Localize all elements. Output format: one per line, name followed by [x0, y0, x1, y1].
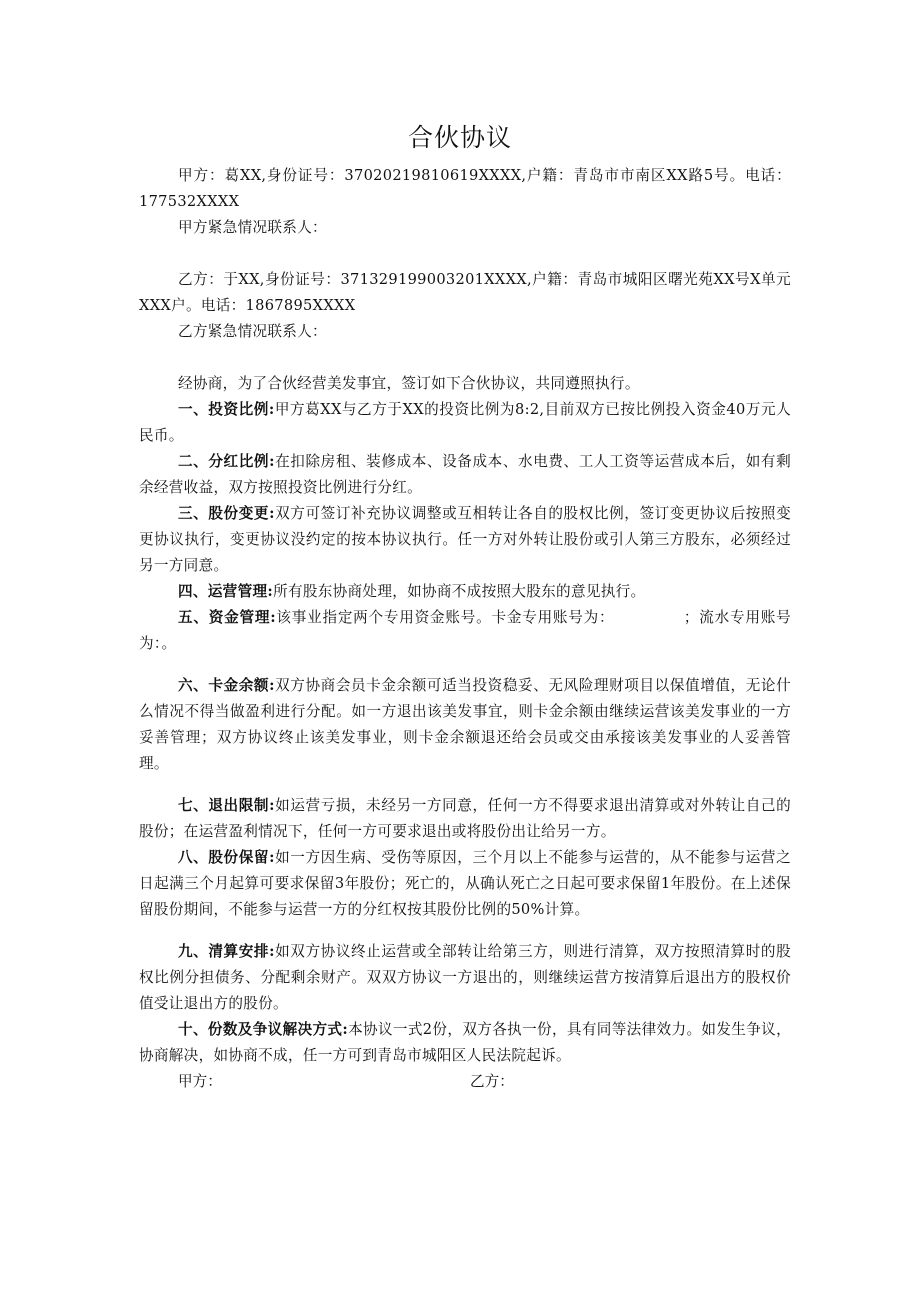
clause-heading: 六、卡金余额:	[178, 677, 275, 694]
clause-heading: 九、清算安排:	[178, 943, 275, 960]
document-title: 合伙协议	[407, 123, 512, 152]
clause-heading: 八、股份保留:	[178, 849, 275, 866]
clause-text: 该事业指定两个专用资金账号。卡金专用账号为： ；流水专用账号为：。	[139, 609, 791, 652]
spacer	[139, 777, 791, 793]
clause-exit-restriction	[139, 793, 791, 845]
clause-dividend-ratio	[139, 449, 791, 501]
document-body	[139, 163, 791, 1095]
clause-card-balance	[139, 673, 791, 777]
clause-share-retention	[139, 845, 791, 923]
clause-text: 如运营亏损，未经另一方同意，任何一方不得要求退出清算或对外转让自己的股份；在运营盈利情况下，任何一方可要求退出或将股份出让给另一方。	[139, 797, 792, 840]
clause-investment-ratio	[139, 397, 791, 449]
clause-heading: 一、投资比例:	[178, 401, 275, 418]
clause-text: 双方可签订补充协议调整或互相转让各自的股权比例，签订变更协议后按照变更协议执行，变更协议没约定的按本协议执行。任一方对外转让股份或引人第三方股东，必须经过另一方同意。	[139, 505, 792, 574]
intro-paragraph: 经协商，为了合伙经营美发事宜，签订如下合伙协议，共同遵照执行。	[178, 375, 640, 392]
clause-text: 本协议一式2份，双方各执一份，具有同等法律效力。如发生争议，协商解决，如协商不成，任一方可到青岛市城阳区人民法院起诉。	[139, 1021, 791, 1064]
party-b-info: 乙方：于XX,身份证号：371329199003201XXXX,户籍：青岛市城阳区曙光苑XX号X单元XXX户。电话：1867895XXXX	[139, 271, 791, 314]
party-a-info: 甲方：葛XX,身份证号：37020219810619XXXX,户籍：青岛市市南区XX路5号。电话：177532XXXX	[139, 167, 791, 210]
spacer	[139, 241, 791, 267]
clause-heading: 三、股份变更:	[178, 505, 275, 522]
clause-heading: 十、份数及争议解决方式:	[178, 1021, 349, 1038]
clause-heading: 二、分红比例:	[178, 453, 275, 470]
party-b-signature-label: 乙方：	[470, 1073, 514, 1090]
party-b-emergency-contact: 乙方紧急情况联系人：	[178, 323, 327, 340]
party-a-signature-label: 甲方：	[178, 1073, 222, 1090]
spacer	[139, 923, 791, 939]
clause-heading: 七、退出限制:	[178, 797, 275, 814]
clause-text: 所有股东协商处理，如协商不成按照大股东的意见执行。	[273, 583, 646, 600]
clause-share-change	[139, 501, 791, 579]
signature-line	[139, 1069, 791, 1095]
clause-operation-management	[139, 579, 791, 605]
clause-text: 双方协商会员卡金余额可适当投资稳妥、无风险理财项目以保值增值，无论什么情况不得当做盈利进行分配。如一方退出该美发事宜，则卡金余额由继续运营该美发事业的一方妥善管理；双方协议终止该美发事业，则卡金余额退还给会员或交由承接该美发事业的人妥善管理。	[139, 677, 792, 772]
spacer	[139, 657, 791, 673]
clause-liquidation	[139, 939, 791, 1017]
clause-text: 如双方协议终止运营或全部转让给第三方，则进行清算，双方按照清算时的股权比例分担债务、分配剩余财产。双双方协议一方退出的，则继续运营方按清算后退出方的股权价值受让退出方的股份。	[139, 943, 792, 1012]
party-a-emergency-contact: 甲方紧急情况联系人：	[178, 219, 327, 236]
spacer	[139, 345, 791, 371]
clause-fund-management	[139, 605, 791, 657]
clause-text: 甲方葛XX与乙方于XX的投资比例为8:2,目前双方已按比例投入资金40万元人民币。	[139, 401, 791, 444]
clause-text: 如一方因生病、受伤等原因，三个月以上不能参与运营的，从不能参与运营之日起满三个月起算可要求保留3年股份；死亡的，从确认死亡之日起可要求保留1年股份。在上述保留股份期间，不能参与运营一方的分红权按其股份比例的50%计算。	[139, 849, 792, 918]
clause-heading: 四、运营管理:	[178, 583, 274, 600]
clause-heading: 五、资金管理:	[178, 609, 276, 626]
clause-text: 在扣除房租、装修成本、设备成本、水电费、工人工资等运营成本后，如有剩余经营收益，双方按照投资比例进行分红。	[139, 453, 792, 496]
clause-copies-and-disputes	[139, 1017, 791, 1069]
